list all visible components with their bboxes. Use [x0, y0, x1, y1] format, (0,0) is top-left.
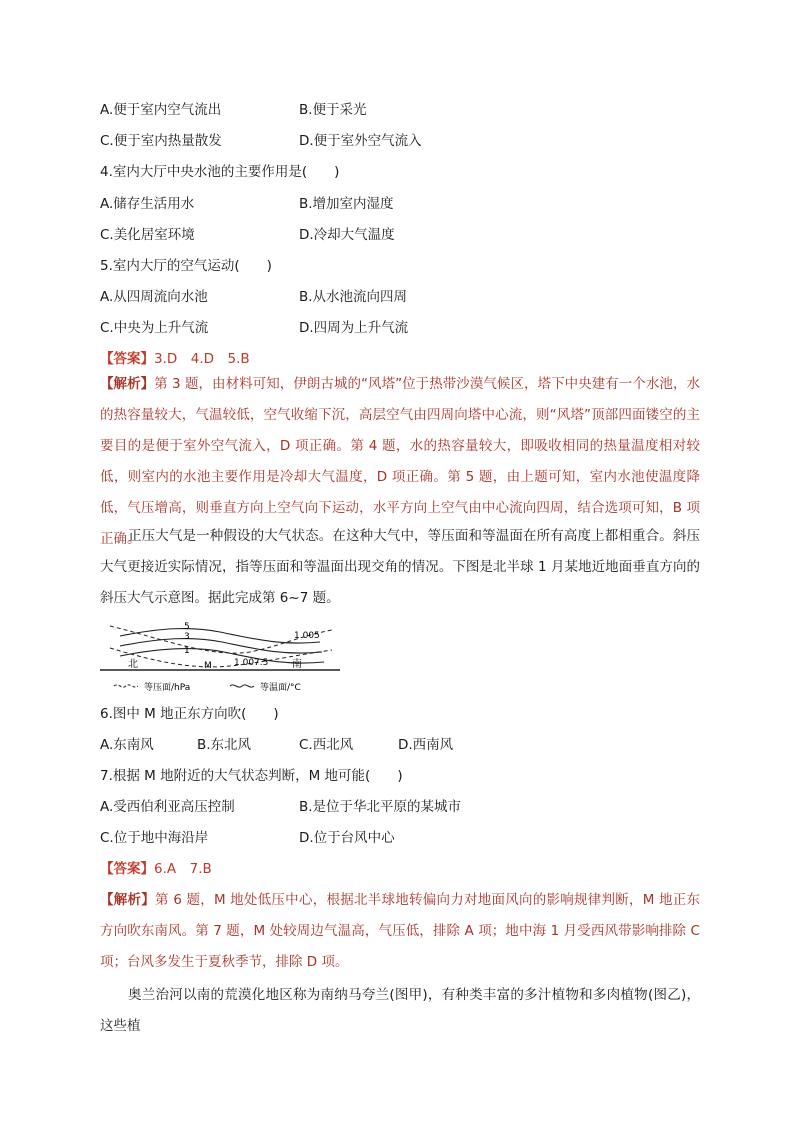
q6-option-b: B.东北风	[197, 737, 252, 753]
q7-stem: 7.根据 M 地附近的大气状态判断，M 地可能( )	[100, 768, 403, 784]
label-south: 南	[292, 659, 302, 670]
q6-option-c: C.西北风	[299, 737, 354, 753]
answer-tag: 【答案】	[100, 351, 154, 367]
intro-paragraph-3: 奥兰治河以南的荒漠化地区称为南纳马夸兰(图甲)，有种类丰富的多汁植物和多肉植物(图乙)，这些植	[100, 987, 700, 1034]
q7-option-c: C.位于地中海沿岸	[100, 830, 209, 846]
label-t5: 5	[184, 622, 190, 632]
label-t1: 1	[184, 646, 190, 656]
q5-option-a: A.从四周流向水池	[100, 289, 208, 305]
analysis-text: 第 3 题，由材料可知，伊朗古城的“风塔”位于热带沙漠气候区，塔下中央建有一个水池，水的热容量较大，气温较低，空气收缩下沉，高层空气由四周向塔中心流，则“风塔”顶部四面镂空的主要目的是便于室外空气流入，D 项正确。第 4 题，水的热容量较大，即吸收相同的热量温度相对较低，则室内的水池主要作用是冷却大气温度，D 项正确。第 5 题，由上题可知，室内水池使温度降低，气压增高，则垂直方向上空气向下运动，水平方向上空气由中心流向四周，结合选项可知，B 项正确。	[100, 376, 700, 547]
baroclinic-diagram	[100, 616, 340, 698]
q3-option-b: B.便于采光	[299, 102, 367, 118]
q5-option-c: C.中央为上升气流	[100, 320, 209, 336]
intro-paragraph-2: 正压大气是一种假设的大气状态。在这种大气中，等压面和等温面在所有高度上都相重合。斜压大气更接近实际情况，指等压面和等温面出现交角的情况。下图是北半球 1 月某地近地面垂直方向的斜压大气示意图。据此完成第 6~7 题。	[100, 528, 700, 606]
q4-option-b: B.增加室内湿度	[299, 196, 394, 212]
analysis-tag: 【解析】	[100, 892, 156, 908]
q7-option-b: B.是位于华北平原的某城市	[299, 799, 462, 815]
answer-text: 6.A 7.B	[154, 861, 212, 877]
analysis-text: 第 6 题，M 地处低压中心，根据北半球地转偏向力对地面风向的影响规律判断，M 地正东方向吹东南风。第 7 题，M 处较周边气温高，气压低，排除 A 项；地中海 1 月受西风带影响排除 C 项；台风多发生于夏秋季节，排除 D 项。	[100, 892, 700, 970]
analysis-tag: 【解析】	[100, 376, 155, 392]
q6-stem: 6.图中 M 地正东方向吹( )	[100, 706, 279, 722]
q4-option-d: D.冷却大气温度	[299, 227, 395, 243]
legend-isotherm-label: 等温面/°C	[260, 683, 301, 693]
q3-option-d: D.便于室外空气流入	[299, 133, 422, 149]
answer-text: 3.D 4.D 5.B	[154, 351, 250, 367]
q5-option-b: B.从水池流向四周	[299, 289, 408, 305]
q6-option-a: A.东南风	[100, 737, 154, 753]
q4-option-c: C.美化居室环境	[100, 227, 195, 243]
legend-isotherm-icon	[230, 685, 254, 687]
label-north: 北	[128, 659, 138, 670]
answer-block-2	[100, 859, 212, 879]
q3-option-c: C.便于室内热量散发	[100, 133, 222, 149]
q7-option-a: A.受西伯利亚高压控制	[100, 799, 235, 815]
legend-isobar-icon	[114, 685, 138, 687]
legend-isobar-label: 等压面/hPa	[144, 683, 191, 693]
answer-tag: 【答案】	[100, 861, 154, 877]
label-p1005: 1 005	[294, 631, 320, 641]
q7-option-d: D.位于台风中心	[299, 830, 395, 846]
q5-stem: 5.室内大厅的空气运动( )	[100, 258, 272, 274]
q6-option-d: D.西南风	[398, 737, 454, 753]
analysis-block-2	[100, 885, 700, 978]
q5-option-d: D.四周为上升气流	[299, 320, 409, 336]
label-t3: 3	[184, 632, 190, 642]
q4-option-a: A.储存生活用水	[100, 196, 195, 212]
answer-block-1	[100, 349, 250, 369]
q4-stem: 4.室内大厅中央水池的主要作用是( )	[100, 164, 340, 180]
label-m: M	[204, 661, 212, 671]
q3-option-a: A.便于室内空气流出	[100, 102, 222, 118]
label-p10075: 1 007.5	[234, 658, 269, 668]
